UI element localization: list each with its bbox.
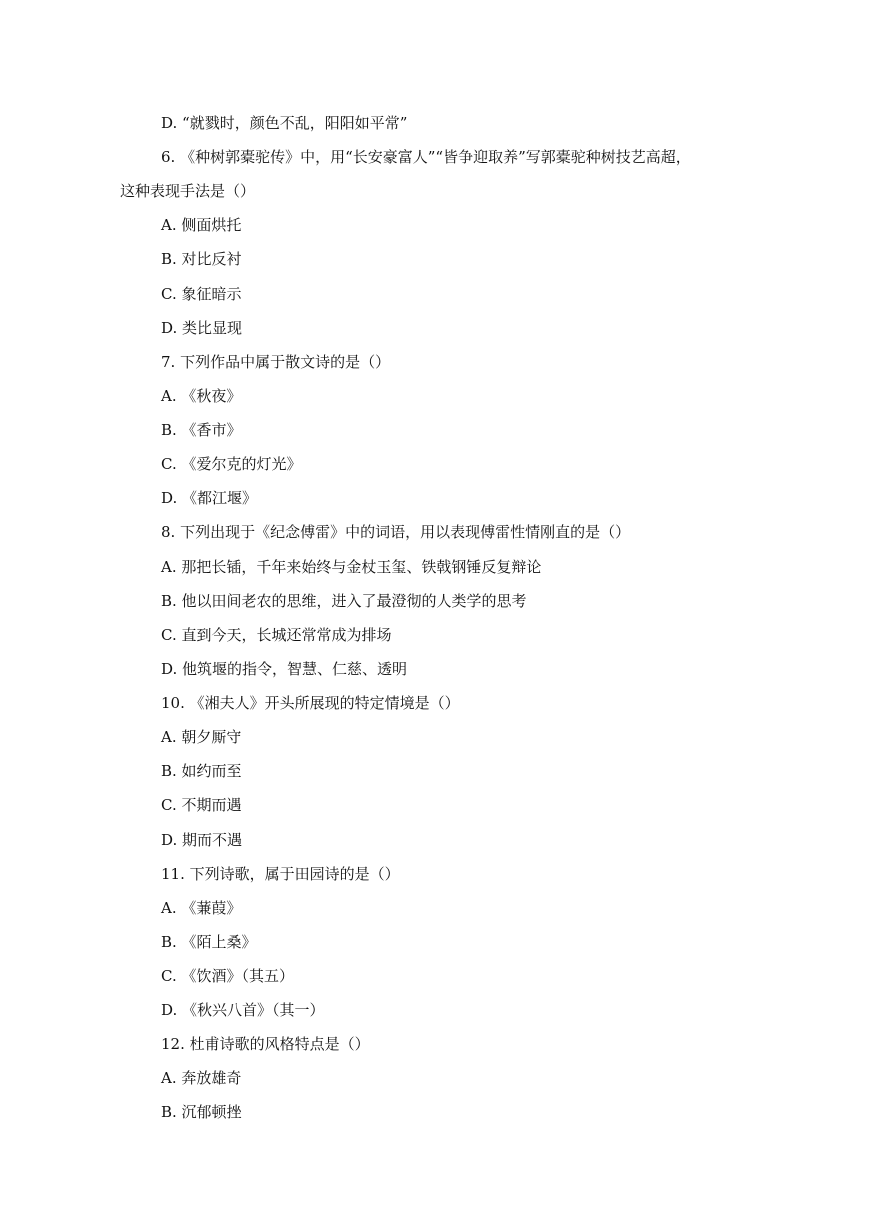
q6-option-d: D. 类比显现	[161, 319, 243, 337]
q7-option-a: A. 《秋夜》	[161, 387, 242, 405]
q7-option-c: C. 《爱尔克的灯光》	[161, 455, 302, 473]
q5-option-d: D. “就戮时，颜色不乱，阳阳如平常”	[161, 114, 408, 132]
q7-stem: 7. 下列作品中属于散文诗的是（）	[161, 353, 391, 371]
q11-option-d: D. 《秋兴八首》（其一）	[161, 1001, 325, 1019]
q8-option-c: C. 直到今天，长城还常常成为排场	[161, 626, 392, 644]
q11-stem: 11. 下列诗歌，属于田园诗的是（）	[161, 865, 400, 883]
q10-option-a: A. 朝夕厮守	[161, 728, 242, 746]
q11-option-b: B. 《陌上桑》	[161, 933, 257, 951]
q8-option-b: B. 他以田间老农的思维，进入了最澄彻的人类学的思考	[161, 592, 527, 610]
q8-option-d: D. 他筑堰的指令，智慧、仁慈、透明	[161, 660, 408, 678]
q6-option-b: B. 对比反衬	[161, 250, 242, 268]
q12-option-a: A. 奔放雄奇	[161, 1069, 242, 1087]
q10-option-c: C. 不期而遇	[161, 796, 242, 814]
q10-option-d: D. 期而不遇	[161, 831, 243, 849]
q12-option-b: B. 沉郁顿挫	[161, 1103, 242, 1121]
q12-stem: 12. 杜甫诗歌的风格特点是（）	[161, 1035, 370, 1053]
q7-option-d: D. 《都江堰》	[161, 489, 258, 507]
q8-option-a: A. 那把长锸，千年来始终与金杖玉玺、铁戟钢锤反复辩论	[161, 558, 542, 576]
q11-option-a: A. 《蒹葭》	[161, 899, 242, 917]
q11-option-c: C. 《饮酒》（其五）	[161, 967, 294, 985]
q10-option-b: B. 如约而至	[161, 762, 242, 780]
q6-stem-line2: 这种表现手法是（）	[120, 182, 256, 200]
q6-option-c: C. 象征暗示	[161, 285, 242, 303]
q7-option-b: B. 《香市》	[161, 421, 242, 439]
q10-stem: 10. 《湘夫人》开头所展现的特定情境是（）	[161, 694, 460, 712]
q6-stem-line1: 6. 《种树郭橐驼传》中，用“长安豪富人”“皆争迎取养”写郭橐驼种树技艺高超，	[161, 148, 691, 166]
q6-option-a: A. 侧面烘托	[161, 216, 242, 234]
q8-stem: 8. 下列出现于《纪念傅雷》中的词语，用以表现傅雷性情刚直的是（）	[161, 523, 631, 541]
